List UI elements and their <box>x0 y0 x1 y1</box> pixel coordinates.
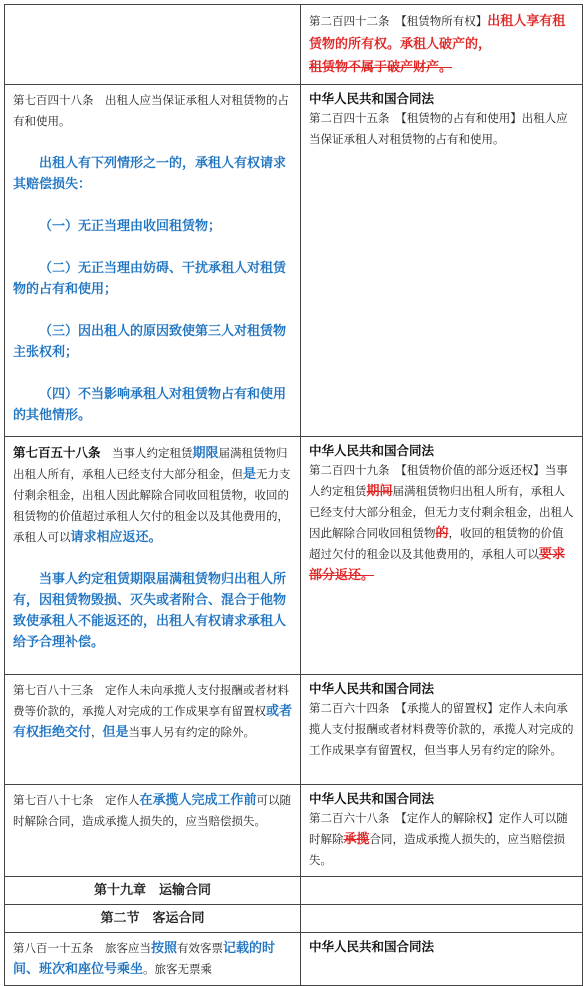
blue-insert: 或者有权拒绝交付 <box>13 704 293 740</box>
blue-insert: 请求相应返还。 <box>70 530 162 545</box>
right-cell-empty <box>301 877 583 905</box>
red-struck-text: 期间 <box>366 484 393 499</box>
left-cell-article-815 <box>5 933 301 986</box>
right-cell-article-249 <box>301 437 583 675</box>
article-text: 第七百八十七条 定作人在承揽人完成工作前可以随时解除合同，造成承揽人损失的，应当赔偿损失。 <box>13 793 292 828</box>
left-cell-article-758 <box>5 437 301 675</box>
blue-insert: 期限 <box>192 446 219 461</box>
blue-insert: 在承揽人完成工作前 <box>139 793 257 808</box>
blue-paragraph: 出租人有下列情形之一的，承租人有权请求其赔偿损失： <box>13 156 287 192</box>
right-cell-article-242 <box>301 5 583 85</box>
blue-paragraph: （二）无正当理由妨碍、干扰承租人对租赁物的占有和使用； <box>13 261 287 297</box>
article-text: 第二百六十八条 【定作人的解除权】定作人可以随时解除承揽合同，造成承揽人损失的，应当赔偿损失。 <box>309 811 568 867</box>
section-heading: 第二节 客运合同 <box>5 905 301 933</box>
law-heading: 中华人民共和国合同法 <box>309 681 435 696</box>
article-text: 第二百四十五条 【租赁物的占有和使用】出租人应当保证承租人对租赁物的占有和使用。 <box>309 111 568 146</box>
law-heading: 中华人民共和国合同法 <box>309 939 435 954</box>
red-struck-text: 承揽 <box>343 832 370 847</box>
blue-paragraph: （一）无正当理由收回租赁物； <box>39 219 222 234</box>
blue-insert: 但是 <box>102 725 129 740</box>
article-text: 第二百六十四条 【承揽人的留置权】定作人未向承揽人支付报酬或者材料费等价款的，承揽人对完成的工作成果享有留置权，但当事人另有约定的除外。 <box>309 701 574 757</box>
blue-paragraph: 当事人约定租赁期限届满租赁物归出租人所有，因租赁物毁损、灭失或者附合、混合于他物致使承租人不能返还的，出租人有权请求承租人给予合理补偿。 <box>13 572 287 650</box>
left-cell-article-748 <box>5 85 301 437</box>
table-row <box>5 5 583 85</box>
law-heading: 中华人民共和国合同法 <box>309 91 435 106</box>
left-cell-article-787 <box>5 785 301 877</box>
article-text: 第七百四十八条 出租人应当保证承租人对租赁物的占有和使用。 <box>13 93 289 128</box>
article-text: 第二百四十九条 【租赁物价值的部分返还权】当事人约定租赁期间届满租赁物归出租人所有，承租人已经支付大部分租金，但无力支付剩余租金，出租人因此解除合同收回租赁物的，收回的租赁物的价值超过欠付的租金以及其他费用的，承租人可以要求部分返还。 <box>309 463 574 583</box>
blue-insert: 记载的时间、班次和座位号乘坐 <box>13 941 276 977</box>
article-text: 第八百一十五条 旅客应当按照有效客票记载的时间、班次和座位号乘坐。旅客无票乘 <box>13 941 276 977</box>
table-row <box>5 905 583 933</box>
red-struck-text: 的 <box>435 526 449 541</box>
red-new-text: 出租人享有租赁物的所有权。承租人破产的， <box>309 14 566 52</box>
left-cell-empty <box>5 5 301 85</box>
left-cell-article-783 <box>5 675 301 785</box>
right-cell-article-245 <box>301 85 583 437</box>
blue-insert: 是 <box>243 467 257 482</box>
table-row <box>5 437 583 675</box>
comparison-table <box>4 4 583 986</box>
blue-paragraph: （四）不当影响承租人对租赁物占有和使用的其他情形。 <box>13 387 287 423</box>
article-number: 第七百五十八条 <box>13 445 101 460</box>
table-row <box>5 85 583 437</box>
article-text: 第二百四十二条 【租赁物所有权】 <box>309 14 488 28</box>
chapter-heading: 第十九章 运输合同 <box>5 877 301 905</box>
table-row <box>5 933 583 986</box>
blue-insert: 按照 <box>151 941 178 956</box>
law-heading: 中华人民共和国合同法 <box>309 443 435 458</box>
red-struck-text: 租赁物不属于破产财产。 <box>309 60 453 75</box>
red-struck-text: 要求部分返还。 <box>309 547 566 583</box>
article-text: 第七百八十三条 定作人未向承揽人支付报酬或者材料费等价款的，承揽人对完成的工作成果享有留置权或者有权拒绝交付，但是当事人另有约定的除外。 <box>13 683 293 740</box>
right-cell-article-264 <box>301 675 583 785</box>
table-row <box>5 675 583 785</box>
article-text: 第七百五十八条 当事人约定租赁期限届满租赁物归出租人所有，承租人已经支付大部分租金，但是无力支付剩余租金，出租人因此解除合同收回租赁物，收回的租赁物的价值超过承租人欠付的租金以及其他费用的，承租人可以请求相应返还。 <box>13 445 291 545</box>
right-cell-empty <box>301 905 583 933</box>
table-row <box>5 785 583 877</box>
right-cell-heading-only <box>301 933 583 986</box>
table-row <box>5 877 583 905</box>
blue-paragraph: （三）因出租人的原因致使第三人对租赁物主张权利； <box>13 324 287 360</box>
right-cell-article-268 <box>301 785 583 877</box>
law-heading: 中华人民共和国合同法 <box>309 791 435 806</box>
